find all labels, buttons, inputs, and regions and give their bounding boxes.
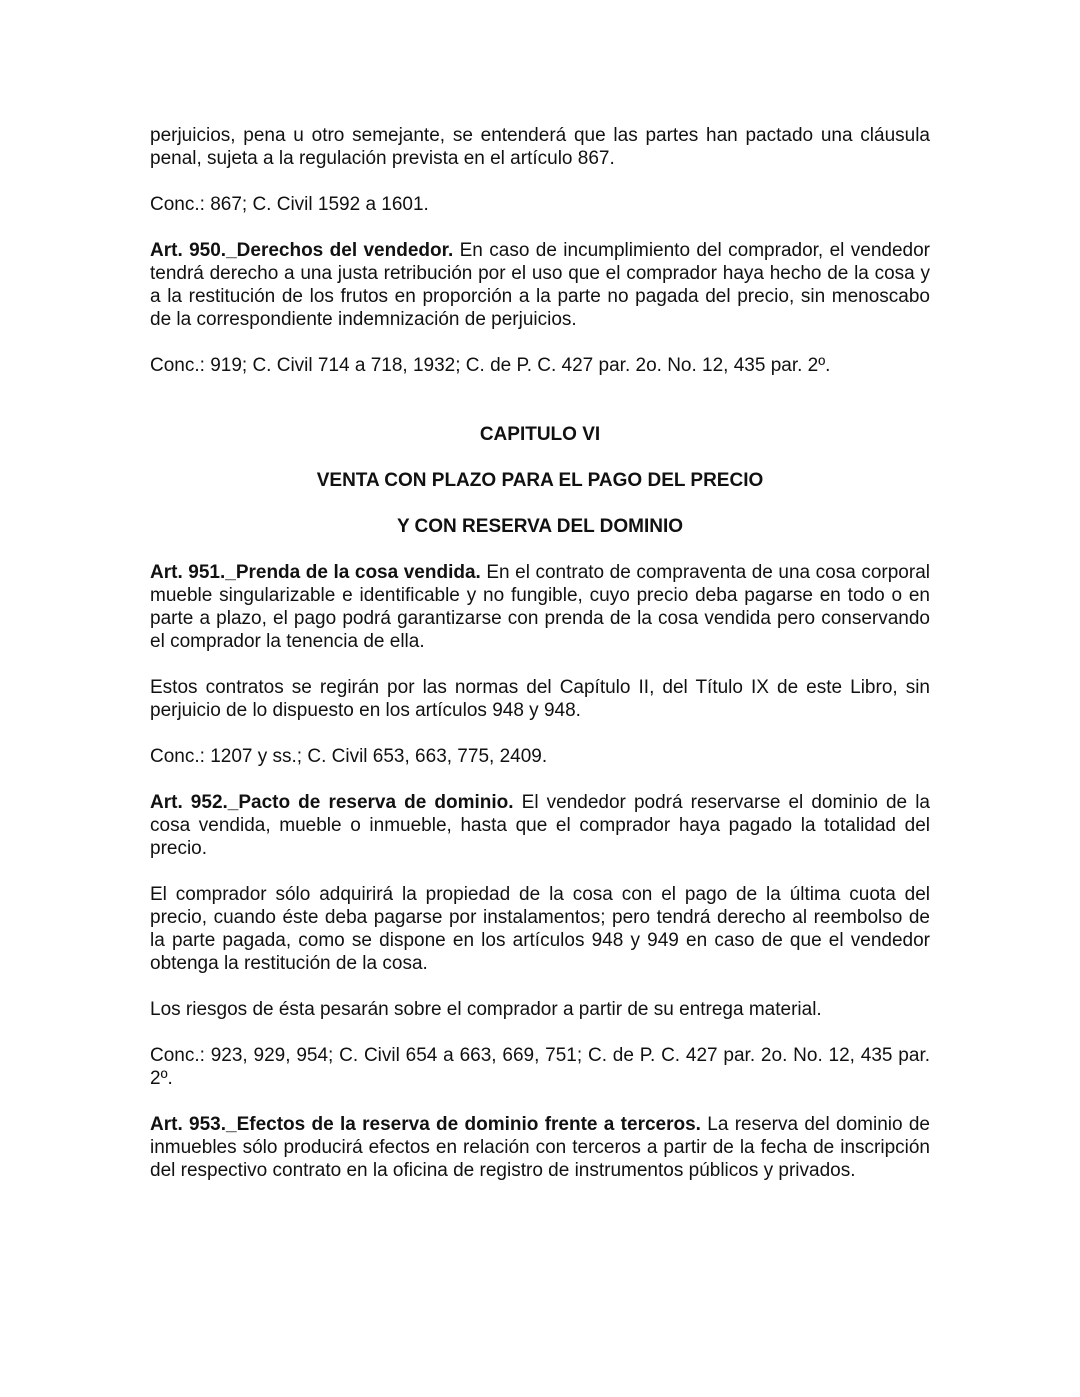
article-951-title: Art. 951._Prenda de la cosa vendida. bbox=[150, 562, 481, 583]
article-951 bbox=[150, 561, 930, 653]
article-952-title: Art. 952._Pacto de reserva de dominio. bbox=[150, 792, 514, 813]
article-953 bbox=[150, 1113, 930, 1182]
concordance-919: Conc.: 919; C. Civil 714 a 718, 1932; C. de P. C. 427 par. 2o. No. 12, 435 par. 2º. bbox=[150, 355, 831, 376]
article-951-body: En el contrato de compraventa de una cosa corporal mueble singularizable e identificable y no fungible, cuyo precio deba pagarse en todo o en parte a plazo, el pago podrá garantizarse con prenda de la cosa vendida pero conservando el comprador la tenencia de ella. bbox=[150, 562, 930, 652]
document-page bbox=[150, 124, 930, 1205]
article-952-body: El vendedor podrá reservarse el dominio de la cosa vendida, mueble o inmueble, hasta que el comprador haya pagado la totalidad del precio. bbox=[150, 792, 930, 859]
concordance-867: Conc.: 867; C. Civil 1592 a 1601. bbox=[150, 194, 429, 215]
concordance-923: Conc.: 923, 929, 954; C. Civil 654 a 663, 669, 751; C. de P. C. 427 par. 2o. No. 12, 435 par. 2º. bbox=[150, 1045, 930, 1089]
chapter-title-line-2: Y CON RESERVA DEL DOMINIO bbox=[396, 516, 684, 537]
paragraph-continuation: perjuicios, pena u otro semejante, se entenderá que las partes han pactado una cláusula penal, sujeta a la regulación prevista en el artículo 867. bbox=[150, 125, 930, 169]
chapter-heading: CAPITULO VI bbox=[479, 424, 601, 445]
chapter-title-line-1: VENTA CON PLAZO PARA EL PAGO DEL PRECIO bbox=[316, 470, 764, 491]
article-950-body: En caso de incumplimiento del comprador, el vendedor tendrá derecho a una justa retribución por el uso que el comprador haya hecho de la cosa y a la restitución de los frutos en proporción a la parte no pagada del precio, sin menoscabo de la correspondiente indemnización de perjuicios. bbox=[150, 240, 930, 330]
article-950 bbox=[150, 239, 930, 331]
concordance-1207: Conc.: 1207 y ss.; C. Civil 653, 663, 775, 2409. bbox=[150, 746, 548, 767]
article-952 bbox=[150, 791, 930, 860]
article-953-title: Art. 953._Efectos de la reserva de dominio frente a terceros. bbox=[150, 1114, 701, 1135]
paragraph-riesgos: Los riesgos de ésta pesarán sobre el comprador a partir de su entrega material. bbox=[150, 999, 822, 1020]
paragraph-comprador: El comprador sólo adquirirá la propiedad de la cosa con el pago de la última cuota del precio, cuando éste deba pagarse por instalamentos; pero tendrá derecho al reembolso de la parte pagada, como se dispone en los artículos 948 y 949 en caso de que el vendedor obtenga la restitución de la cosa. bbox=[150, 884, 930, 974]
article-950-title: Art. 950._Derechos del vendedor. bbox=[150, 240, 454, 261]
paragraph-estos-contratos: Estos contratos se regirán por las normas del Capítulo II, del Título IX de este Libro, sin perjuicio de lo dispuesto en los artículos 948 y 948. bbox=[150, 677, 930, 721]
article-953-body: La reserva del dominio de inmuebles sólo producirá efectos en relación con terceros a partir de la fecha de inscripción del respectivo contrato en la oficina de registro de instrumentos públicos y privados. bbox=[150, 1114, 930, 1181]
